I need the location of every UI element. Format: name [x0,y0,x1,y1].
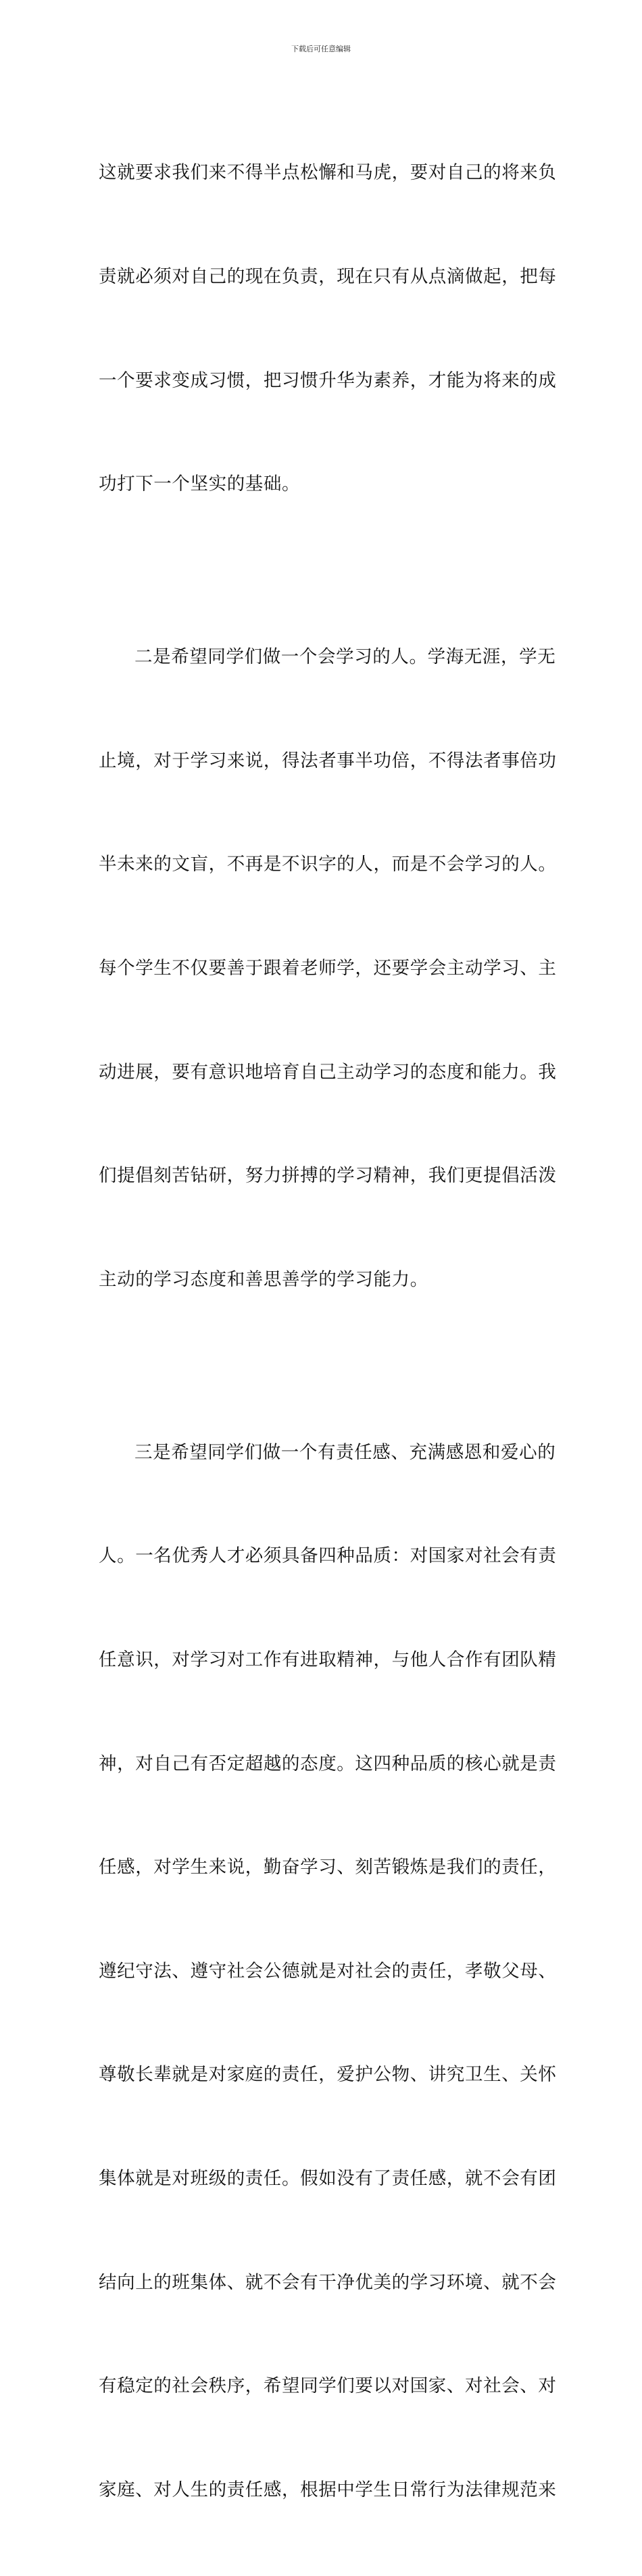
text-line: 止境，对于学习来说，得法者事半功倍，不得法者事倍功 [99,750,557,771]
paragraph-3 [99,1366,557,2576]
paragraph-1 [99,86,557,571]
text-line: 半未来的文盲，不再是不识字的人，而是不会学习的人。 [99,854,557,875]
text-line: 任意识，对学习对工作有进取精神，与他人合作有团队精 [99,1649,557,1670]
text-line: 结向上的班集体、就不会有干净优美的学习环境、就不会 [99,2271,557,2293]
text-line: 神，对自己有否定超越的态度。这四种品质的核心就是责 [99,1753,557,1774]
text-line: 集体就是对班级的责任。假如没有了责任感，就不会有团 [99,2167,557,2189]
text-line: 责就必须对自己的现在负责，现在只有从点滴做起，把每 [99,266,557,287]
text-line: 一个要求变成习惯，把习惯升华为素养，才能为将来的成 [99,369,557,391]
paragraph-2 [99,571,557,1366]
text-line: 二是希望同学们做一个会学习的人。学海无涯，学无 [134,646,556,668]
text-line: 这就要求我们来不得半点松懈和马虎，要对自己的将来负 [99,162,557,184]
text-line: 动进展，要有意识地培育自己主动学习的态度和能力。我 [99,1061,557,1083]
text-line: 尊敬长辈就是对家庭的责任，爱护公物、讲究卫生、关怀 [99,2064,557,2086]
text-line: 任感，对学生来说，勤奋学习、刻苦锻炼是我们的责任， [99,1857,557,1878]
text-line: 遵纪守法、遵守社会公德就是对社会的责任，孝敬父母、 [99,1960,557,1982]
text-line: 家庭、对人生的责任感，根据中学生日常行为法律规范来 [99,2479,557,2500]
text-line: 功打下一个坚实的基础。 [99,473,301,495]
text-line: 有稳定的社会秩序，希望同学们要以对国家、对社会、对 [99,2375,557,2397]
document-body [99,86,557,2576]
text-line: 主动的学习态度和善思善学的学习能力。 [99,1268,428,1290]
text-line: 人。一名优秀人才必须具备四种品质：对国家对社会有责 [99,1545,557,1567]
text-line: 们提倡刻苦钻研，努力拼搏的学习精神，我们更提倡活泼 [99,1165,557,1187]
page-header: 下载后可任意编辑 [291,45,351,53]
text-line: 每个学生不仅要善于跟着老师学，还要学会主动学习、主 [99,957,557,979]
text-line: 三是希望同学们做一个有责任感、充满感恩和爱心的 [134,1441,556,1463]
